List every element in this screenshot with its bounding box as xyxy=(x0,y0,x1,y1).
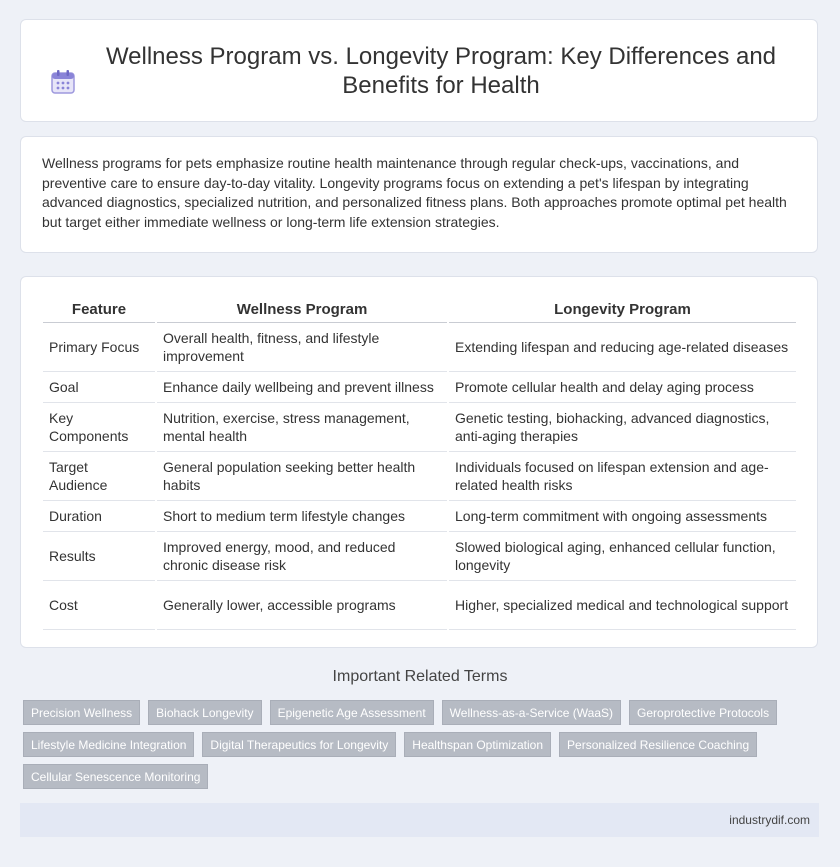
longevity-cell: Long-term commitment with ongoing assessments xyxy=(449,501,796,532)
table-row xyxy=(43,323,796,372)
footer xyxy=(20,803,819,837)
related-term-tag[interactable]: Geroprotective Protocols xyxy=(629,700,777,725)
feature-cell: Target Audience xyxy=(43,452,155,501)
header-feature: Feature xyxy=(43,295,155,323)
feature-cell: Key Components xyxy=(43,403,155,452)
wellness-cell: Nutrition, exercise, stress management, mental health xyxy=(157,403,447,452)
header-longevity: Longevity Program xyxy=(449,295,796,323)
wellness-cell: Overall health, fitness, and lifestyle improvement xyxy=(157,323,447,372)
footer-site-link[interactable]: industrydif.com xyxy=(729,813,810,827)
related-terms-list xyxy=(23,700,813,789)
comparison-card xyxy=(20,276,818,648)
wellness-cell: General population seeking better health habits xyxy=(157,452,447,501)
related-term-tag[interactable]: Cellular Senescence Monitoring xyxy=(23,764,208,789)
table-row xyxy=(43,532,796,581)
feature-cell: Duration xyxy=(43,501,155,532)
feature-cell: Goal xyxy=(43,372,155,403)
title-card xyxy=(20,19,818,122)
related-term-tag[interactable]: Lifestyle Medicine Integration xyxy=(23,732,194,757)
feature-cell: Cost xyxy=(43,581,155,630)
related-term-tag[interactable]: Personalized Resilience Coaching xyxy=(559,732,757,757)
table-row xyxy=(43,452,796,501)
title-wrap xyxy=(49,42,789,100)
feature-cell: Primary Focus xyxy=(43,323,155,372)
feature-cell: Results xyxy=(43,532,155,581)
wellness-cell: Improved energy, mood, and reduced chronic disease risk xyxy=(157,532,447,581)
related-term-tag[interactable]: Digital Therapeutics for Longevity xyxy=(202,732,396,757)
wellness-cell: Short to medium term lifestyle changes xyxy=(157,501,447,532)
related-terms-heading: Important Related Terms xyxy=(332,668,508,685)
table-row xyxy=(43,581,796,630)
related-term-tag[interactable]: Precision Wellness xyxy=(23,700,140,725)
longevity-cell: Promote cellular health and delay aging process xyxy=(449,372,796,403)
header-wellness: Wellness Program xyxy=(157,295,447,323)
page-title: Wellness Program vs. Longevity Program: Key Differences and Benefits for Health xyxy=(105,42,777,99)
table-header-row xyxy=(43,295,796,323)
comparison-table xyxy=(41,295,798,630)
wellness-cell: Enhance daily wellbeing and prevent illness xyxy=(157,372,447,403)
table-row xyxy=(43,403,796,452)
longevity-cell: Genetic testing, biohacking, advanced diagnostics, anti-aging therapies xyxy=(449,403,796,452)
intro-card xyxy=(20,136,818,253)
longevity-cell: Individuals focused on lifespan extension and age-related health risks xyxy=(449,452,796,501)
table-row xyxy=(43,501,796,532)
longevity-cell: Slowed biological aging, enhanced cellular function, longevity xyxy=(449,532,796,581)
wellness-cell: Generally lower, accessible programs xyxy=(157,581,447,630)
related-term-tag[interactable]: Epigenetic Age Assessment xyxy=(270,700,434,725)
calendar-icon xyxy=(49,68,77,96)
related-term-tag[interactable]: Healthspan Optimization xyxy=(404,732,551,757)
related-term-tag[interactable]: Biohack Longevity xyxy=(148,700,261,725)
table-row xyxy=(43,372,796,403)
longevity-cell: Extending lifespan and reducing age-related diseases xyxy=(449,323,796,372)
longevity-cell: Higher, specialized medical and technological support xyxy=(449,581,796,630)
intro-paragraph: Wellness programs for pets emphasize routine health maintenance through regular check-ups, vaccinations, and preventive care to ensure day-to-day vitality. Longevity programs focus on extending a pet's lifespan by integrating advanced diagnostics, specialized nutrition, and personalized fitness plans. Both approaches promote optimal pet health but target either immediate wellness or long-term life extension strategies. xyxy=(42,155,787,230)
related-term-tag[interactable]: Wellness-as-a-Service (WaaS) xyxy=(442,700,621,725)
